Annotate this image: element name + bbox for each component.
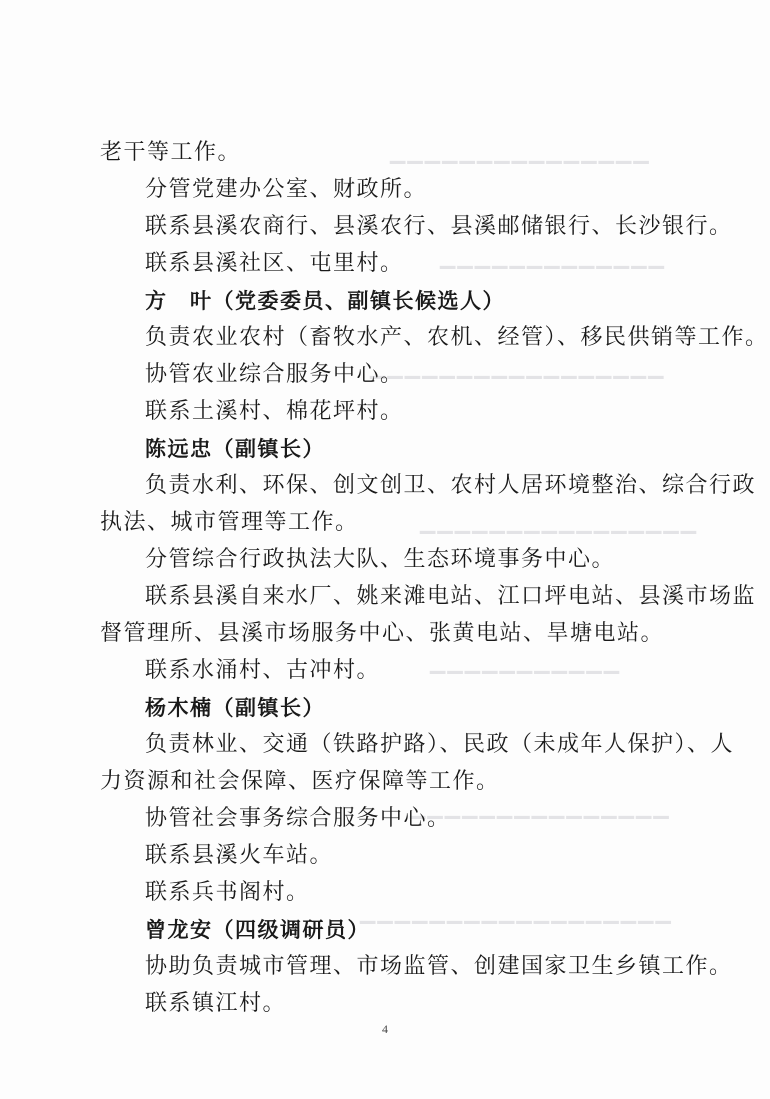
body-text-line: 老干等工作。: [100, 140, 242, 165]
body-text-line: 督管理所、县溪市场服务中心、张黄电站、旱塘电站。: [100, 621, 665, 646]
bleed-through-texture: ▁▁▁▁▁▁▁▁▁▁▁▁▁▁▁▁▁▁: [360, 900, 673, 924]
bleed-through-texture: ▁▁▁▁▁▁▁▁▁▁▁▁▁▁▁: [390, 140, 651, 164]
body-text-line: 协助负责城市管理、市场监管、创建国家卫生乡镇工作。: [145, 954, 733, 979]
body-text-line: 联系水涌村、古冲村。: [145, 658, 381, 683]
body-text-line: 负责农业农村（畜牧水产、农机、经管）、移民供销等工作。: [145, 325, 769, 350]
body-text-line: 联系县溪自来水厂、姚来滩电站、江口坪电站、县溪市场监: [145, 584, 757, 609]
body-text-line: 力资源和社会保障、医疗保障等工作。: [100, 769, 500, 794]
body-text-line: 联系镇江村。: [145, 991, 287, 1016]
body-text-line: 联系土溪村、棉花坪村。: [145, 399, 404, 424]
body-text-line: 协管社会事务综合服务中心。: [145, 806, 451, 831]
body-text-line: 联系县溪农商行、县溪农行、县溪邮储银行、长沙银行。: [145, 214, 733, 239]
bleed-through-texture: ▁▁▁▁▁▁▁▁▁▁▁▁▁▁▁▁: [420, 510, 699, 534]
section-heading: 方 叶（党委委员、副镇长候选人）: [145, 289, 505, 313]
bleed-through-texture: ▁▁▁▁▁▁▁▁▁▁▁▁▁: [440, 245, 666, 269]
section-heading: 曾龙安（四级调研员）: [145, 918, 370, 942]
body-text-line: 负责林业、交通（铁路护路）、民政（未成年人保护）、人: [145, 732, 735, 757]
section-heading: 陈远忠（副镇长）: [145, 437, 325, 461]
body-text-line: 执法、城市管理等工作。: [100, 510, 359, 535]
bleed-through-texture: ▁▁▁▁▁▁▁▁▁▁▁▁▁▁▁▁▁: [370, 355, 666, 379]
page-number: 4: [382, 1022, 388, 1036]
body-text-line: 联系兵书阁村。: [145, 880, 310, 905]
body-text-line: 分管党建办公室、财政所。: [145, 177, 428, 202]
section-heading: 杨木楠（副镇长）: [145, 696, 325, 720]
body-text-line: 负责水利、环保、创文创卫、农村人居环境整治、综合行政: [145, 473, 757, 498]
bleed-through-texture: ▁▁▁▁▁▁▁▁▁▁▁: [430, 650, 622, 674]
bleed-through-texture: ▁▁▁▁▁▁▁▁▁▁▁▁▁▁▁: [410, 795, 671, 819]
body-text-line: 分管综合行政执法大队、生态环境事务中心。: [145, 547, 616, 572]
body-text-line: 联系县溪社区、屯里村。: [145, 251, 404, 276]
body-text-line: 联系县溪火车站。: [145, 843, 334, 868]
body-text-line: 协管农业综合服务中心。: [145, 362, 404, 387]
